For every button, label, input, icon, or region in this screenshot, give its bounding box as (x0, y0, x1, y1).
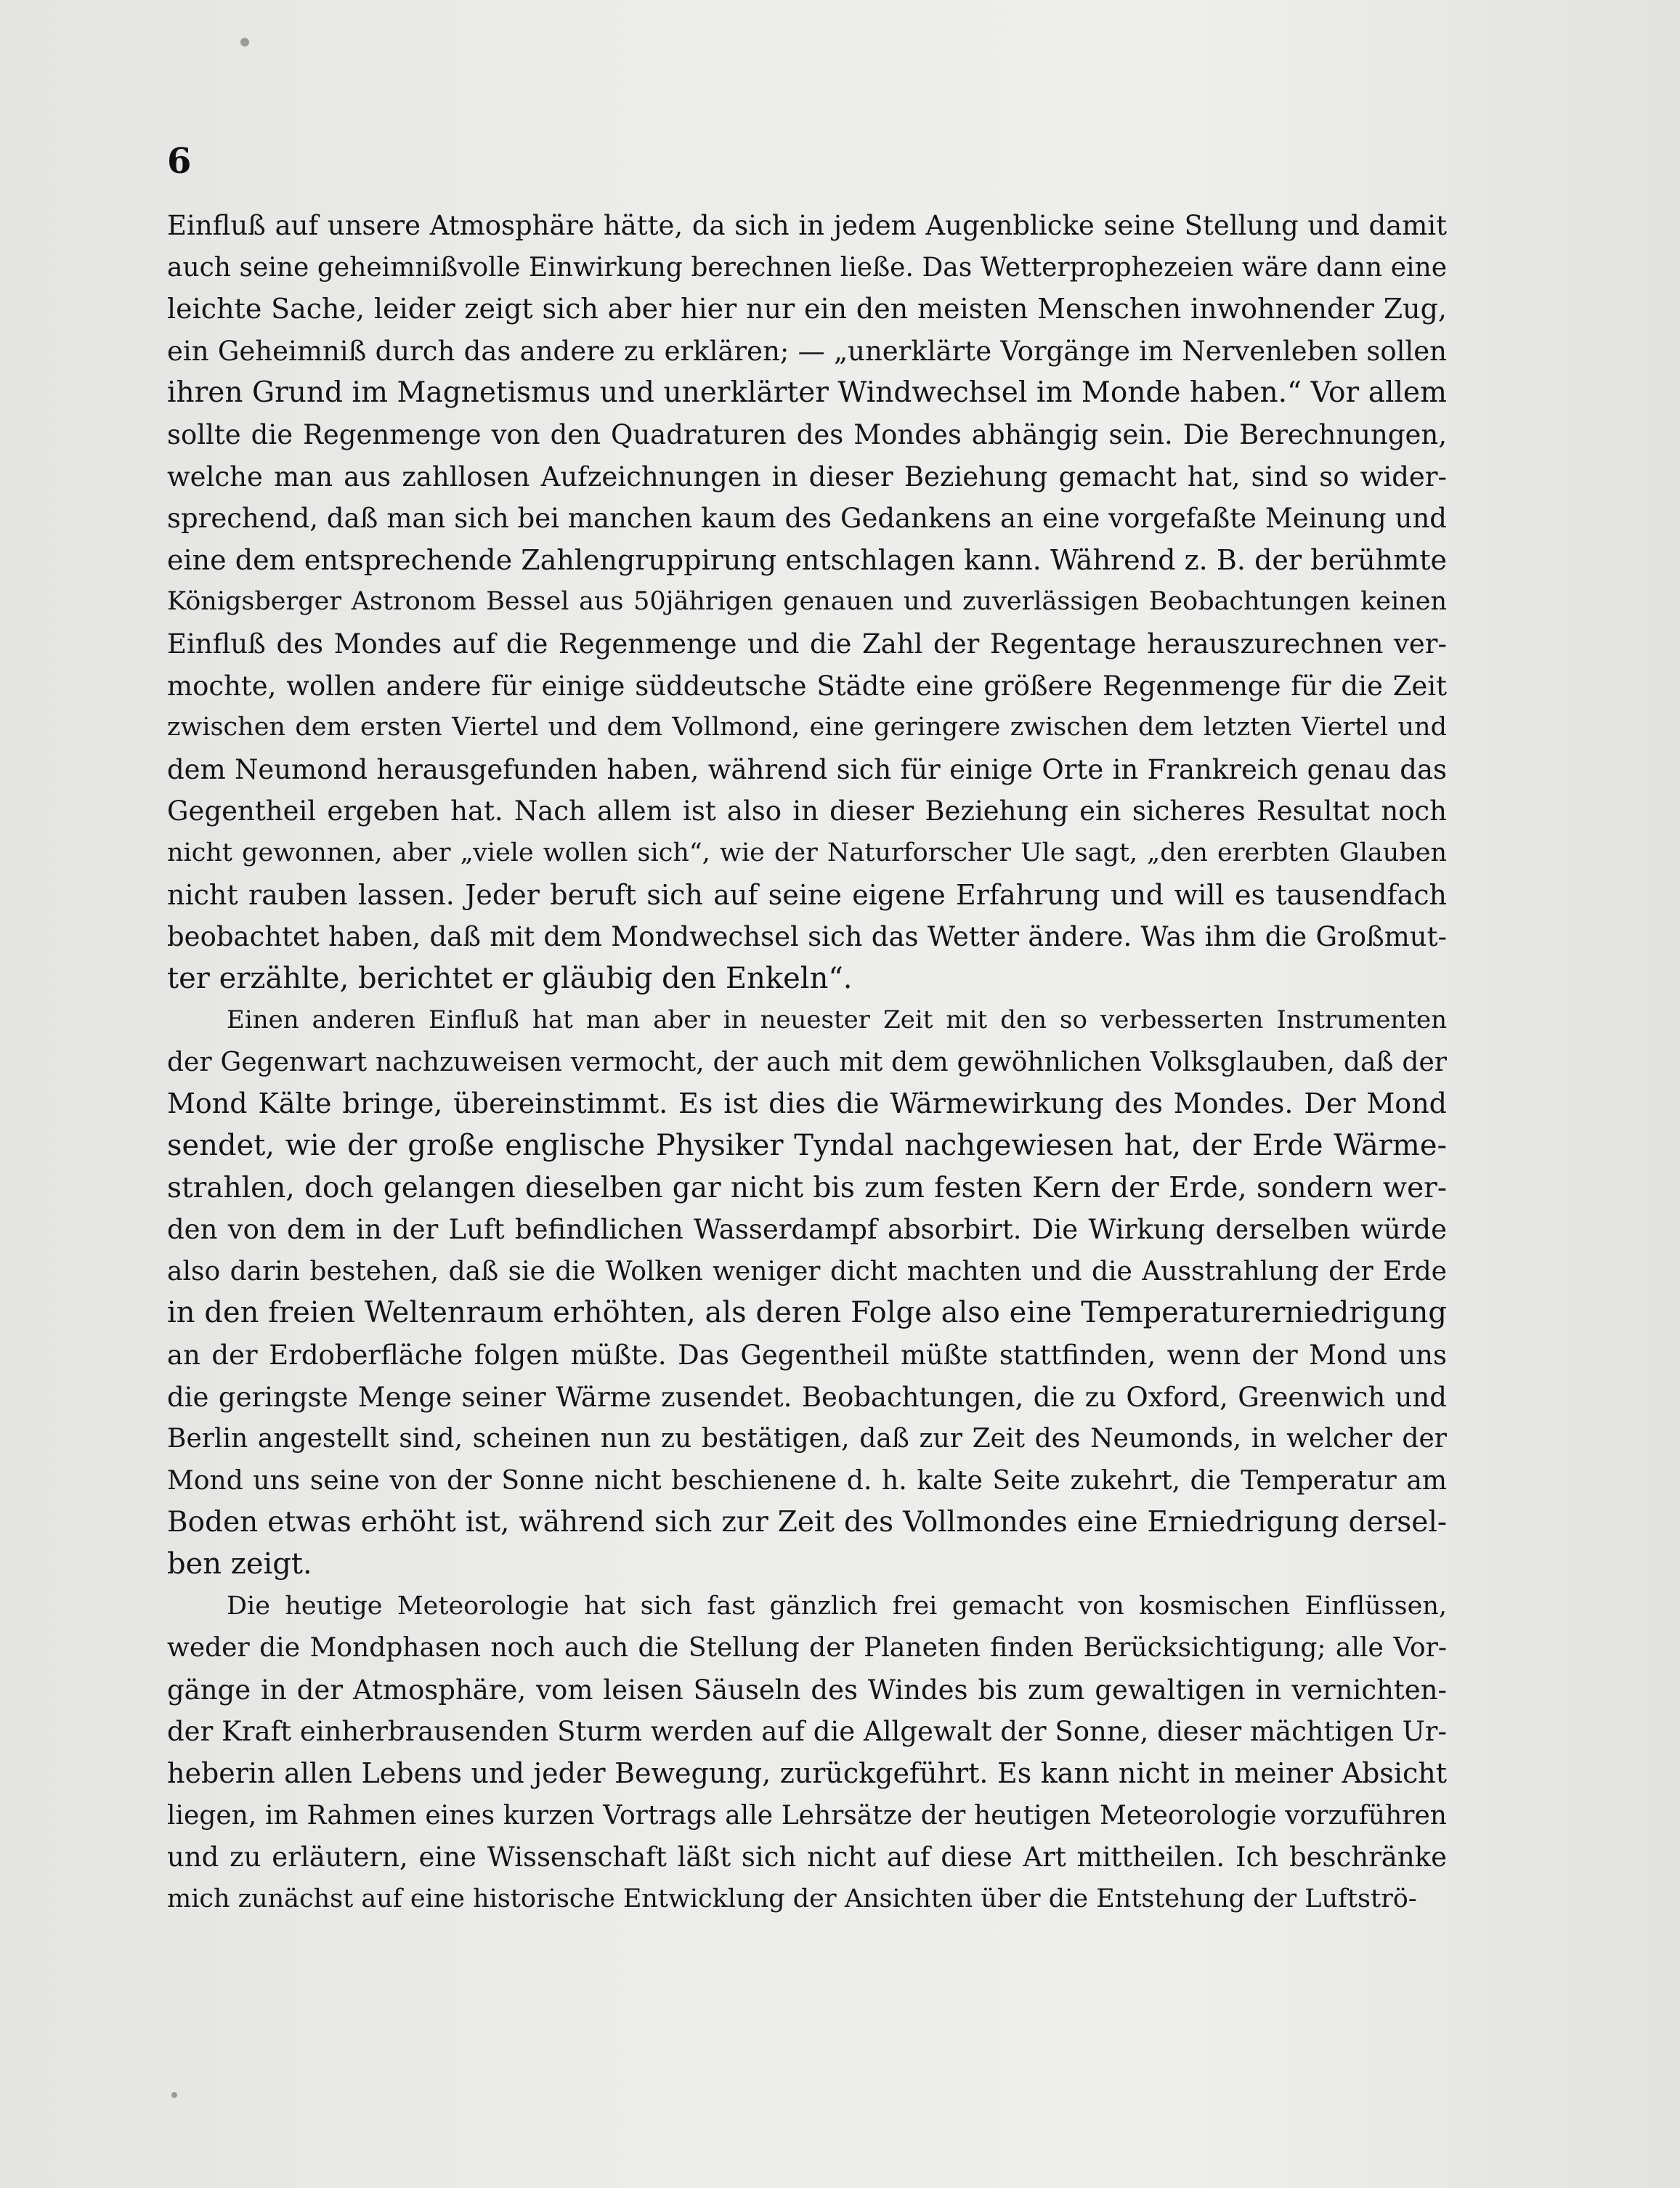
text-line: zwischen dem ersten Viertel und dem Vollmond, eine geringere zwischen dem letzten Viertel und (167, 713, 1447, 742)
text-line: sendet, wie der große englische Physiker Tyndal nachgewiesen hat, der Erde Wärme- (167, 1129, 1447, 1163)
text-line: liegen, im Rahmen eines kurzen Vortrags alle Lehrsätze der heutigen Meteorologie vorzuführen (167, 1800, 1447, 1831)
text-line: Einen anderen Einfluß hat man aber in neuester Zeit mit den so verbesserten Instrumenten (227, 1005, 1447, 1035)
text-line: Berlin angestellt sind, scheinen nun zu bestätigen, daß zur Zeit des Neumonds, in welcher der (167, 1424, 1447, 1454)
text-line: eine dem entsprechende Zahlengruppirung entschlagen kann. Während z. B. der berühmte (167, 543, 1447, 576)
text-line: der Kraft einherbrausenden Sturm werden auf die Allgewalt der Sonne, dieser mächtigen Ur- (167, 1716, 1447, 1748)
paragraph (167, 1000, 1447, 1585)
paragraph (167, 1586, 1447, 1921)
text-line: nicht rauben lassen. Jeder beruft sich auf seine eigene Erfahrung und will es tausendfach (167, 878, 1447, 911)
text-line: die geringste Menge seiner Wärme zusendet. Beobachtungen, die zu Oxford, Greenwich und (167, 1381, 1447, 1413)
text-line: Einfluß des Mondes auf die Regenmenge und die Zahl der Regentage herauszurechnen ver- (167, 628, 1447, 660)
text-line: Die heutige Meteorologie hat sich fast gänzlich frei gemacht von kosmischen Einflüssen, (227, 1591, 1447, 1621)
text-line: beobachtet haben, daß mit dem Mondwechsel sich das Wetter ändere. Was ihm die Großmut- (167, 921, 1447, 953)
text-line: Mond Kälte bringe, übereinstimmt. Es ist dies die Wärmewirkung des Mondes. Der Mond (167, 1087, 1447, 1120)
text-line: mochte, wollen andere für einige süddeutsche Städte eine größere Regenmenge für die Zeit (167, 670, 1447, 702)
text-line: an der Erdoberfläche folgen müßte. Das Gegentheil müßte stattfinden, wenn der Mond uns (167, 1340, 1447, 1371)
text-line: sollte die Regenmenge von den Quadraturen des Mondes abhängig sein. Die Berechnungen, (167, 418, 1447, 450)
text-line: ihren Grund im Magnetismus und unerklärter Windwechsel im Monde haben.“ Vor allem (167, 376, 1447, 410)
text-line: ter erzählte, berichtet er gläubig den Enkeln“. (167, 961, 853, 995)
text-line: weder die Mondphasen noch auch die Stellung der Planeten finden Berücksichtigung; alle Vor- (167, 1633, 1447, 1664)
text-line: mich zunächst auf eine historische Entwicklung der Ansichten über die Entstehung der Luftströ- (167, 1884, 1417, 1913)
text-line: Gegentheil ergeben hat. Nach allem ist also in dieser Beziehung ein sicheres Resultat noch (167, 795, 1447, 827)
text-line: nicht gewonnen, aber „viele wollen sich“, wie der Naturforscher Ule sagt, „den ererbten Glauben (167, 838, 1447, 867)
text-line: also darin bestehen, daß sie die Wolken weniger dicht machten und die Ausstrahlung der Erde (167, 1256, 1447, 1287)
text-line: strahlen, doch gelangen dieselben gar nicht bis zum festen Kern der Erde, sondern wer- (167, 1171, 1447, 1204)
body-text (167, 205, 1447, 1920)
text-line: in den freien Weltenraum erhöhten, als deren Folge also eine Temperaturerniedrigung (167, 1296, 1447, 1330)
text-line: den von dem in der Luft befindlichen Wasserdampf absorbirt. Die Wirkung derselben würde (167, 1214, 1447, 1246)
text-line: der Gegenwart nachzuweisen vermocht, der auch mit dem gewöhnlichen Volksglauben, daß der (167, 1047, 1447, 1077)
text-line: Boden etwas erhöht ist, während sich zur Zeit des Vollmondes eine Erniedrigung dersel- (167, 1506, 1447, 1539)
text-line: sprechend, daß man sich bei manchen kaum des Gedankens an eine vorgefaßte Meinung und (167, 503, 1447, 535)
page-number: 6 (167, 141, 192, 182)
text-line: Königsberger Astronom Bessel aus 50jährigen genauen und zuverlässigen Beobachtungen keinen (167, 587, 1447, 617)
text-line: dem Neumond herausgefunden haben, während sich für einige Orte in Frankreich genau das (167, 753, 1447, 785)
text-line: ein Geheimniß durch das andere zu erklären; — „unerklärte Vorgänge im Nervenleben sollen (167, 335, 1447, 367)
paper-speck (240, 38, 249, 46)
text-line: leichte Sache, leider zeigt sich aber hier nur ein den meisten Menschen inwohnender Zug, (167, 293, 1447, 325)
paragraph (167, 205, 1447, 1000)
text-line: gänge in der Atmosphäre, vom leisen Säuseln des Windes bis zum gewaltigen in vernichten- (167, 1674, 1447, 1706)
text-line: und zu erläutern, eine Wissenschaft läßt sich nicht auf diese Art mittheilen. Ich beschränke (167, 1841, 1447, 1873)
text-line: heberin allen Lebens und jeder Bewegung, zurückgeführt. Es kann nicht in meiner Absicht (167, 1757, 1447, 1789)
text-line: Einfluß auf unsere Atmosphäre hätte, da sich in jedem Augenblicke seine Stellung und damit (167, 210, 1447, 241)
text-line: ben zeigt. (167, 1547, 312, 1581)
text-line: Mond uns seine von der Sonne nicht beschienene d. h. kalte Seite zukehrt, die Temperatur am (167, 1465, 1447, 1496)
text-line: welche man aus zahllosen Aufzeichnungen in dieser Beziehung gemacht hat, sind so wider- (167, 461, 1447, 493)
text-line: auch seine geheimnißvolle Einwirkung berechnen ließe. Das Wetterprophezeien wäre dann eine (167, 252, 1447, 283)
paper-speck (171, 2092, 177, 2098)
